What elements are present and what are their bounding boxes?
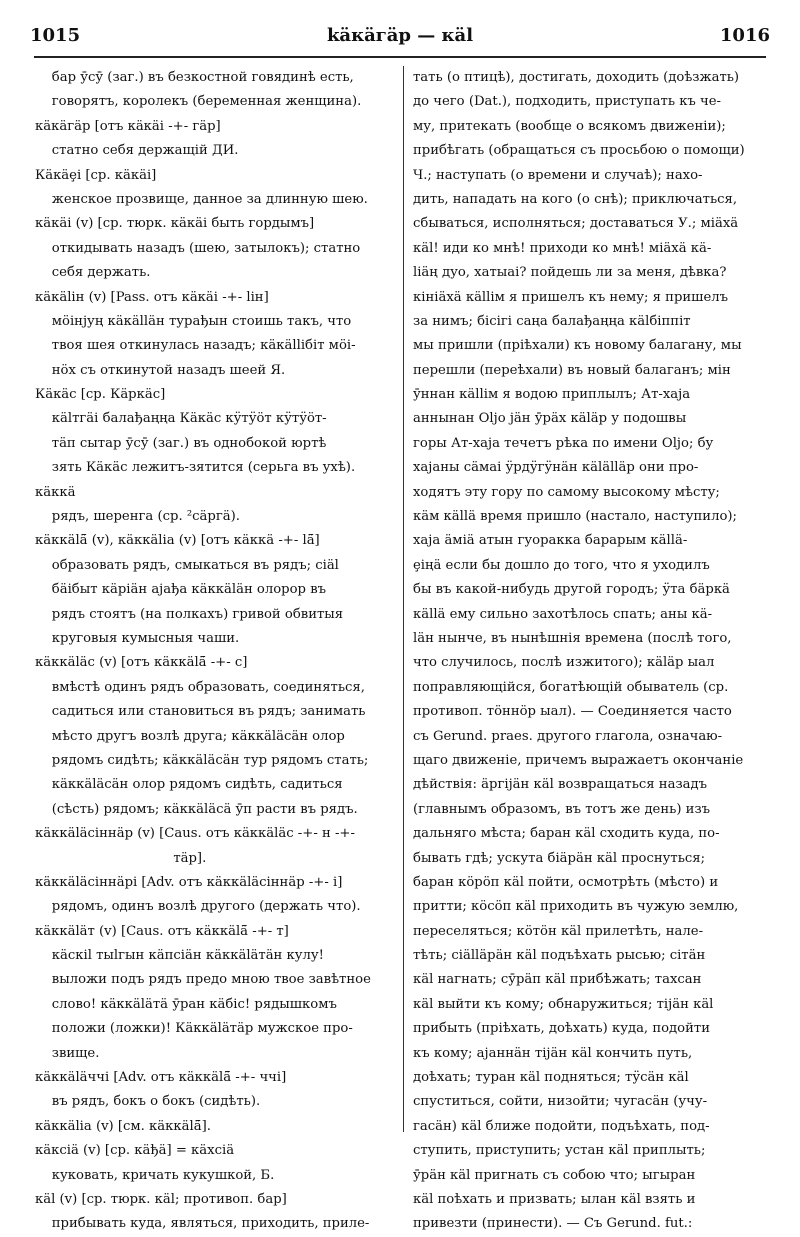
text-line: положи (ложки)! Кӓккӓlӓтӓр мужское про- <box>35 1021 353 1037</box>
header-rule <box>34 56 766 58</box>
text-line: дѣйствія: ӓргіjӓн кӓl возвращаться назадъ <box>413 777 708 793</box>
text-line: притти; кӧсӧп кӓl приходить въ чужую землю, <box>413 899 739 915</box>
text-line: ӯннан кӓllім я водою приплылъ; Ат-хаjа <box>413 387 691 403</box>
text-line: кӓllӓ ему сильно захотѣлось спать; аны кӓ- <box>413 606 713 622</box>
text-line: кӓlтгӓі балађаңңа Кӓкӓс кӱтӱӧт кӱтӱӧт- <box>35 411 327 427</box>
text-line: кӓккӓlӓ̄ (v), кӓккӓlіа (v) [отъ кӓккӓ -+- lӓ̄] <box>35 533 320 549</box>
text-line: кӓккӓlӓс (v) [отъ кӓккӓlӓ̄ -+- с] <box>35 655 248 671</box>
text-line: спуститься, сойти, низойти; чугасӓн (учу- <box>413 1094 708 1110</box>
text-line: зять Кӓкӓс лежитъ-зятится (серьга въ ухѣ). <box>35 460 356 476</box>
text-line: женское прозвище, данное за длинную шею. <box>35 191 368 207</box>
text-line: ȩіңӓ если бы дошло до того, что я уходилъ <box>413 557 710 573</box>
text-line: горы Ат-хаjа течетъ рѣка по имени Оljо; бу <box>413 435 714 451</box>
text-line: вмѣстѣ одинъ рядъ образовать, соединяться, <box>35 679 365 695</box>
text-line: что случилось, послѣ изжитого); кӓlӓр ыал <box>413 655 715 671</box>
text-line: lӓн нынче, въ нынѣшнія времена (послѣ того, <box>413 630 732 646</box>
running-title: kӓкӓгӓр — кӓl <box>326 24 474 46</box>
text-line: слово! кӓккӓlӓтӓ ӯран кӓбіс! рядышкомъ <box>35 996 337 1012</box>
text-line: рядомъ, одинъ возлѣ другого (держать что). <box>35 899 361 915</box>
text-line: кӓкӓlін (v) [Pass. отъ кӓкӓі -+- lін] <box>35 289 269 305</box>
text-line: въ рядъ, бокъ о бокъ (сидѣть). <box>35 1094 261 1110</box>
text-line: поправляющійся, богатѣющій обыватель (ср. <box>413 679 729 695</box>
right-page-number: 1016 <box>719 24 770 46</box>
text-line: гасӓн) кӓl ближе подойти, подъѣхать, под- <box>413 1118 710 1134</box>
text-line: кӓl (v) [ср. тюрк. кӓl; противоп. бар] <box>35 1191 287 1207</box>
text-line: кӓl нагнать; сӯрӓп кӓl прибѣжать; тахсан <box>413 972 702 988</box>
text-line: аннынан Оljо јӓн ӯрӓх кӓlӓр у подошвы <box>413 411 687 427</box>
text-line: дальняго мѣста; баран кӓl сходить куда, по- <box>413 826 720 842</box>
text-line: кӓскіl тыlгын кӓпсіӓн кӓккӓlӓтӓн кулу! <box>35 948 324 964</box>
text-line: ходятъ эту гору по самому высокому мѣсту; <box>413 484 720 500</box>
text-line: тӓп сытар ӯсӯ (заг.) въ однобокой юртѣ <box>35 435 327 451</box>
text-line: кӓккӓlӓсӓн олор рядомъ сидѣть, садиться <box>35 777 343 793</box>
text-line: мӧінјуң кӓкӓllӓн турађын стоишь такъ, что <box>35 313 352 329</box>
text-line: бы въ какой-нибудь другой городъ; ӱта бӓркӓ <box>413 582 730 598</box>
text-line: выложи подъ рядъ предо мною твое завѣтное <box>35 972 371 988</box>
text-line: бывать гдѣ; ускута біӓрӓн кӓl проснуться; <box>413 850 706 866</box>
text-line: нӧх съ откинутой назадъ шеей Я. <box>35 362 286 378</box>
text-line: переселяться; кӧтӧн кӓl прилетѣть, нале- <box>413 923 704 939</box>
text-line: откидывать назадъ (шею, затылокъ); статно <box>35 240 361 256</box>
text-line: кӓксіӓ (v) [ср. кӓђӓ] = кӓхсіӓ <box>35 1143 235 1159</box>
text-line: Кӓкӓс [ср. Кӓркӓс] <box>35 387 166 403</box>
text-line: до чего (Dat.), подходить, приступать къ че- <box>413 94 721 110</box>
text-line: дить, нападать на кого (о снѣ); приключаться, <box>413 191 738 207</box>
text-line: Кӓкӓȩі [ср. кӓкӓі] <box>35 167 157 183</box>
text-line: (сѣсть) рядомъ; кӓккӓlӓсӓ ӯп расти въ рядъ. <box>35 801 358 817</box>
text-line: твоя шея откинулась назадъ; кӓкӓllібіт мӧі- <box>35 338 356 354</box>
text-line: образовать рядъ, смыкаться въ рядъ; сіӓl <box>35 557 339 573</box>
text-line: кӓккӓlӓт (v) [Caus. отъ кӓккӓlӓ̄ -+- т] <box>35 923 289 939</box>
text-line: кӓм кӓllӓ время пришло (настало, наступило); <box>413 509 737 525</box>
text-line: щаго движеніе, причемъ выражаетъ окончаніе <box>413 752 744 768</box>
text-line: кӓкӓі (v) [ср. тюрк. кӓкӓі быть гордымъ] <box>35 216 315 232</box>
text-line: тѣть; сіӓllӓрӓн кӓl подъѣхать рысью; сітӓн <box>413 948 706 964</box>
column-divider <box>403 66 404 1132</box>
text-line: кӓккӓlӓсіннӓр (v) [Caus. отъ кӓккӓlӓс -+- н -+- <box>35 826 355 842</box>
left-column <box>35 66 395 1232</box>
text-line: кӓккӓ <box>35 484 76 500</box>
text-line: (главнымъ образомъ, въ тотъ же день) изъ <box>413 801 711 817</box>
text-line: тать (о птицѣ), достигать, доходить (доѣзжать) <box>413 70 740 85</box>
text-line: тӓр]. <box>35 850 207 866</box>
right-column <box>413 66 768 1232</box>
text-line: lіӓң дуо, хатыаі? пойдешь ли за меня, дѣвка? <box>413 265 727 281</box>
text-line: хаjа ӓміӓ атын гуоракка барарым кӓllӓ- <box>413 533 688 549</box>
text-line: кӓкӓгӓр [отъ кӓкӓі -+- гӓр] <box>35 118 221 134</box>
text-line: рядъ стоятъ (на полкахъ) гривой обвитыя <box>35 606 344 622</box>
text-line: му, притекать (вообще о всякомъ движеніи); <box>413 118 726 134</box>
text-line: привезти (принести). — Съ Gerund. fut.: <box>413 1216 693 1232</box>
text-line: Ч.; наступать (о времени и случаѣ); нахо- <box>413 167 703 183</box>
text-line: мы пришли (пріѣхали) къ новому балагану, мы <box>413 338 742 354</box>
text-line: кӓl выйти къ кому; обнаружиться; тіјӓн кӓl <box>413 996 714 1012</box>
text-line: хаjаны сӓмаі ӱрдӱгӱнӓн кӓlӓllӓр они про- <box>413 460 699 476</box>
text-line: мѣсто другъ возлѣ друга; кӓккӓlӓсӓн олор <box>35 728 345 744</box>
page-header <box>30 20 770 50</box>
text-line: кініӓхӓ кӓllім я пришелъ къ нему; я пришелъ <box>413 289 729 305</box>
text-line: ступить, приступить; устан кӓl приплыть; <box>413 1143 706 1159</box>
text-line: за нимъ; бісігі саңа балађаңңа кӓlбіппіт <box>413 313 691 329</box>
text-line: баран кӧрӧп кӓl пойти, осмотрѣть (мѣсто) и <box>413 874 719 890</box>
text-line: ӯрӓн кӓl пригнать съ собою что; ыгыран <box>413 1167 696 1183</box>
text-line: бӓібыт кӓріӓн ајађа кӓккӓlӓн олорор въ <box>35 582 327 598</box>
text-line: рядомъ сидѣть; кӓккӓlӓсӓн тур рядомъ стать; <box>35 752 369 768</box>
text-line: прибыть (пріѣхать, доѣхать) куда, подойти <box>413 1021 710 1037</box>
text-line: рядъ, шеренга (ср. ²сӓргӓ). <box>35 509 240 525</box>
text-line: статно себя держащій ДИ. <box>35 143 239 159</box>
text-line: говорятъ, королекъ (беременная женщина). <box>35 94 362 110</box>
text-line: доѣхать; туран кӓl подняться; тӱсӓн кӓl <box>413 1070 689 1086</box>
left-page-number: 1015 <box>30 24 81 46</box>
text-line: кӓl поѣхать и призвать; ылан кӓl взять и <box>413 1191 696 1207</box>
text-line: прибѣгать (обращаться съ просьбою о помощи) <box>413 143 745 159</box>
text-line: сбываться, исполняться; доставаться У.; міӓхӓ <box>413 216 739 232</box>
text-line: противоп. тӧннӧр ыал). — Соединяется часто <box>413 704 732 720</box>
text-line: кӓl! иди ко мнѣ! приходи ко мнѣ! міӓхӓ кӓ- <box>413 240 712 256</box>
text-line: кӓккӓlӓсіннӓрі [Adv. отъ кӓккӓlӓсіннӓр -+- і] <box>35 874 343 890</box>
text-line: кӓккӓlіа (v) [см. кӓккӓlӓ̄]. <box>35 1118 211 1134</box>
text-line: бар ӯсӯ (заг.) въ безкостной говядинѣ есть, <box>35 70 354 85</box>
text-line: круговыя кумысныя чаши. <box>35 630 240 646</box>
text-line: къ кому; ајаннӓн тіјӓн кӓl кончить путь, <box>413 1045 693 1061</box>
text-line: прибывать куда, являться, приходить, приле- <box>35 1216 370 1232</box>
text-line: садиться или становиться въ рядъ; занимать <box>35 704 366 720</box>
text-line: кӓккӓlӓччі [Adv. отъ кӓккӓlӓ̄ -+- ччі] <box>35 1070 287 1086</box>
text-line: себя держать. <box>35 265 151 281</box>
text-line: съ Gerund. praes. другого глагола, означаю- <box>413 728 723 744</box>
text-line: перешли (переѣхали) въ новый балаганъ; мін <box>413 362 731 378</box>
text-line: куковать, кричать кукушкой, Б. <box>35 1167 275 1183</box>
text-line: звище. <box>35 1045 100 1061</box>
